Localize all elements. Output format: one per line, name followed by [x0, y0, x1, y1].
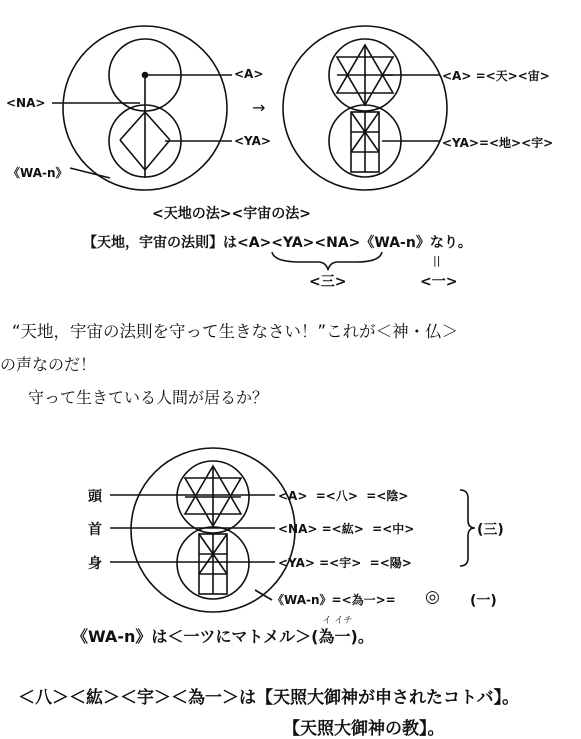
wan-line-word-wrap: [318, 616, 353, 647]
wan-line-prefix: 《WA-n》は＜一ツにマトメル＞(: [72, 627, 319, 646]
wan-diagram-lower: [131, 448, 295, 612]
wan-row: 《WA-n》=<為一>=: [272, 593, 396, 607]
paragraph-line-1: “天地，宇宙の法則を守って生きなさい！”これが＜神・仏＞: [12, 322, 459, 341]
label-a-equation: <A> =<天><宙>: [442, 69, 550, 83]
label-na: <NA>: [6, 96, 46, 110]
label-a: <A>: [234, 67, 264, 81]
double-circle-icon: ◎: [425, 587, 440, 607]
equals-mark: ||: [433, 254, 441, 267]
paragraph-line-3: 守って生きている人間が居るか？: [28, 388, 269, 407]
label-wan: 《WA-n》: [8, 166, 68, 180]
closing-line-1: ＜八＞＜紘＞＜宇＞＜為一＞は【天照大御神が申されたコトバ】。: [18, 688, 520, 708]
label-ya: <YA>: [234, 134, 271, 148]
one-label: <一>: [420, 274, 458, 290]
closing-line-2: 【天照大御神の教】。: [283, 719, 445, 739]
row-ya: <YA> =<宇> =<陽>: [278, 556, 412, 570]
paragraph-line-2: の声なのだ！: [0, 355, 97, 374]
wan-line-ruby: イ イチ: [322, 616, 353, 626]
one-label-lower: (一): [470, 593, 497, 609]
label-body: 身: [88, 556, 102, 572]
rule-line: 【天地，宇宙の法則】は<A><YA><NA>《WA-n》なり。: [83, 235, 472, 251]
label-head: 頭: [88, 489, 102, 505]
wan-diagram-left: [63, 26, 227, 190]
arrow-right: →: [252, 98, 266, 117]
row-a: <A> =<八> =<陰>: [278, 489, 409, 503]
laws-caption: <天地の法><宇宙の法>: [152, 206, 311, 222]
row-na: <NA> =<紘> =<中>: [278, 522, 415, 536]
label-neck: 首: [88, 522, 102, 538]
label-ya-equation: <YA>=<地><宇>: [442, 136, 554, 150]
wan-diagram-right: [283, 26, 447, 190]
wan-line: [72, 616, 374, 647]
wan-line-suffix: )。: [350, 627, 374, 646]
wan-line-word: 為一: [318, 627, 351, 646]
three-label: <三>: [309, 274, 347, 290]
bracket-three-label: (三): [477, 522, 504, 538]
